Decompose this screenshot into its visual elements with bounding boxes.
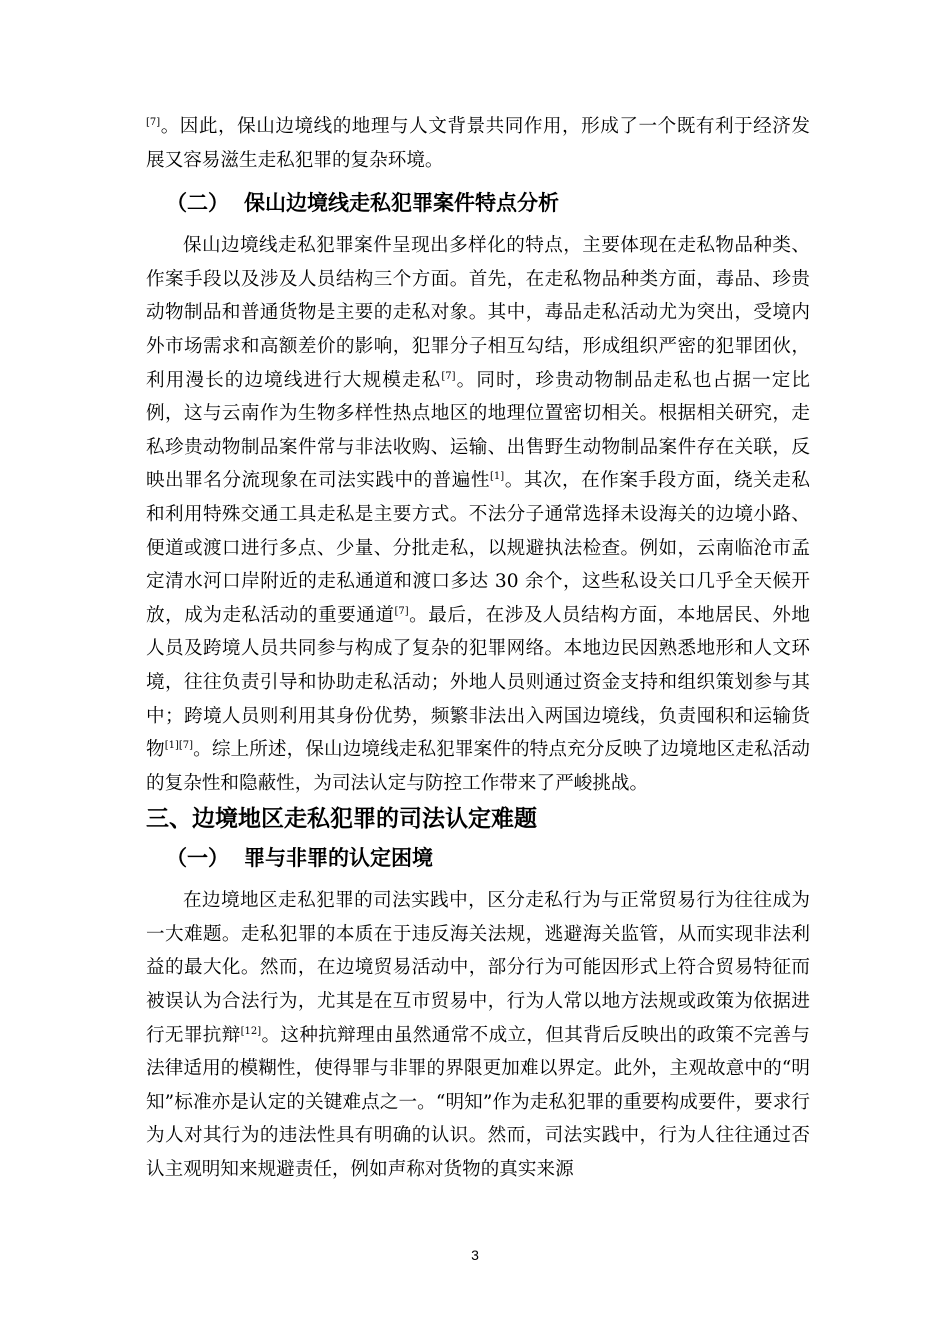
citation[interactable]: [12] xyxy=(240,1025,262,1037)
paragraph-text: 。最后，在涉及人员结构方面，本地居民、外地人员及跨境人员共同参与构成了复杂的犯罪网络。本地边民因熟悉地形和人文环境，往往负责引导和协助走私活动；外地人员则通过资金支持和组织策划参与其中；跨境人员则利用其身份优势，频繁非法出入两国边境线，负责囤积和运输货物 xyxy=(146,604,810,761)
heading-number: （二） xyxy=(166,191,229,216)
citation[interactable]: [1][7] xyxy=(164,740,194,752)
paragraph-continuation xyxy=(146,110,810,177)
heading-title: 保山边境线走私犯罪案件特点分析 xyxy=(244,191,559,216)
section-heading-3: 三、边境地区走私犯罪的司法认定难题 xyxy=(146,806,537,833)
paragraph-crime-determination xyxy=(146,884,810,1186)
citation[interactable]: [7] xyxy=(441,370,456,382)
paragraph-text: 。其次，在作案手段方面，绕关走私和利用特殊交通工具走私是主要方式。不法分子通常选择未设海关的边境小路、便道或渡口进行多点、少量、分批走私，以规避执法检查。例如，云南临沧市孟定清水河口岸附近的走私通道和渡口多达 30 余个，这些私设关口几乎全天候开放，成为走私活动的重要通道 xyxy=(146,470,810,626)
paragraph-text: 。同时，珍贵动物制品走私也占据一定比例，这与云南作为生物多样性热点地区的地理位置密切相关。根据相关研究，走私珍贵动物制品案件常与非法收购、运输、出售野生动物制品案件存在关联，反映出罪名分流现象在司法实践中的普遍性 xyxy=(146,369,810,492)
citation[interactable]: [1] xyxy=(490,471,505,483)
citation[interactable]: [7] xyxy=(394,605,409,617)
page-content xyxy=(146,110,810,1187)
paragraph-text: 。这种抗辩理由虽然通常不成立，但其背后反映出的政策不完善与法律适用的模糊性，使得罪与非罪的界限更加难以界定。此外，主观故意中的“明知”标准亦是认定的关键难点之一。“明知”作为走私犯罪的重要构成要件，要求行为人对其行为的违法性具有明确的认识。然而，司法实践中，行为人往往通过否认主观明知来规避责任，例如声称对货物的真实来源 xyxy=(146,1024,810,1181)
section-heading-3-1 xyxy=(146,838,810,878)
paragraph-smuggling-features xyxy=(146,229,810,800)
heading-number: （一） xyxy=(166,846,229,871)
page-number: 3 xyxy=(471,1247,479,1263)
paragraph-text: 。因此，保山边境线的地理与人文背景共同作用，形成了一个既有利于经济发展又容易滋生走私犯罪的复杂环境。 xyxy=(146,116,810,171)
paragraph-text: 。综上所述，保山边境线走私犯罪案件的特点充分反映了边境地区走私活动的复杂性和隐蔽性，为司法认定与防控工作带来了严峻挑战。 xyxy=(146,739,810,794)
citation[interactable]: [7] xyxy=(146,117,161,128)
heading-title: 罪与非罪的认定困境 xyxy=(244,846,433,871)
paragraph-text: 保山边境线走私犯罪案件呈现出多样化的特点，主要体现在走私物品种类、作案手段以及涉及人员结构三个方面。首先，在走私物品种类方面，毒品、珍贵动物制品和普通货物是主要的走私对象。其中，毒品走私活动尤为突出，受境内外市场需求和高额差价的影响，犯罪分子相互勾结，形成组织严密的犯罪团伙，利用漫长的边境线进行大规模走私 xyxy=(146,235,810,391)
section-heading-2-2 xyxy=(146,183,810,223)
paragraph-text: 在边境地区走私犯罪的司法实践中，区分走私行为与正常贸易行为往往成为一大难题。走私犯罪的本质在于违反海关法规，逃避海关监管，从而实现非法利益的最大化。然而，在边境贸易活动中，部分行为可能因形式上符合贸易特征而被误认为合法行为，尤其是在互市贸易中，行为人常以地方法规或政策为依据进行无罪抗辩 xyxy=(146,890,810,1046)
